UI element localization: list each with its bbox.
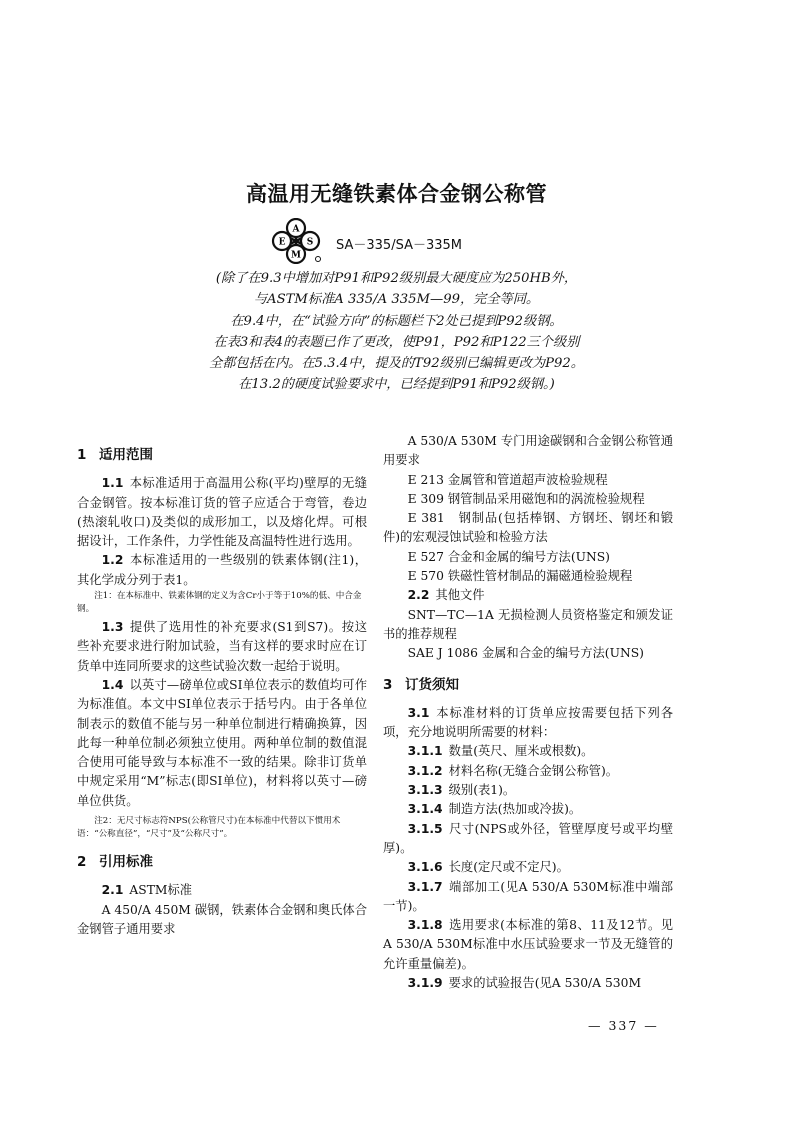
preamble-line: 在9.4中，在“试验方向”的标题栏下2处已提到P92级钢。: [230, 313, 563, 329]
clause-3-1: [383, 704, 673, 743]
clause-3-1-2: [383, 762, 673, 781]
note-1: 注1：在本标准中、铁素体钢的定义为含Cr小于等于10%的低、中合金钢。: [77, 591, 362, 615]
clause-1-2: [77, 551, 367, 590]
note-2: 注2：无尺寸标志符NPS(公称管尺寸)在本标准中代替以下惯用术语：“公称直径”，“尺寸”及“公称尺寸”。: [77, 816, 341, 840]
clause-number: 1.1: [101, 476, 124, 491]
clause-3-1-7: [383, 878, 673, 917]
clause-text: 其他文件: [435, 588, 485, 603]
clause-text: 本标准材料的订货单应按需要包括下列各项，充分地说明所需要的材料：: [383, 705, 673, 740]
clause-text: 端部加工(见A 530/A 530M标准中端部一节)。: [383, 879, 673, 913]
standard-designation: SA－335/SA－335M: [336, 238, 462, 253]
preamble-note: [120, 268, 673, 396]
preamble-line: 与ASTM标准A 335/A 335M—99，完全等同。: [253, 292, 540, 308]
section-number: 3: [383, 676, 393, 693]
right-column: [383, 434, 673, 993]
preamble-line: 全都包括在内。在5.3.4中，提及的T92级别已编辑更改为P92。: [209, 356, 584, 372]
reference-e309: E 309 钢管制品采用磁饱和的涡流检验规程: [407, 491, 645, 506]
clause-number: 1.4: [101, 677, 124, 692]
logo-letter-left: E: [278, 237, 286, 248]
clause-3-1-5: [383, 820, 673, 859]
clause-number: 3.1.3: [407, 783, 443, 798]
clause-text: 制造方法(热加或冷拔)。: [448, 802, 582, 817]
logo-letter-top: A: [292, 224, 300, 235]
clause-3-1-6: [383, 858, 673, 877]
asme-logo-icon: [268, 218, 324, 264]
reference-e527: E 527 合金和金属的编号方法(UNS): [407, 549, 610, 564]
clause-2-2: [383, 586, 673, 605]
clause-number: 1.2: [101, 553, 124, 568]
clause-number: 2.1: [101, 883, 124, 898]
section-heading-references: [77, 853, 367, 872]
clause-text: 尺寸(NPS或外径，管壁厚度号或平均壁厚)。: [383, 821, 673, 855]
clause-number: 2.2: [407, 588, 430, 603]
clause-3-1-8: [383, 916, 673, 974]
clause-text: 提供了选用性的补充要求(S1到S7)。按这些补充要求进行附加试验，当有这样的要求时应在订货单中连同所要求的这些试验次数一起给于说明。: [77, 620, 367, 673]
document-title: 高温用无缝铁素体合金钢公称管: [246, 182, 547, 206]
clause-text: 数量(英尺、厘米或根数)。: [448, 744, 594, 759]
clause-number: 3.1.6: [407, 860, 443, 875]
section-title: 适用范围: [99, 447, 153, 463]
clause-text: 选用要求(本标准的第8、11及12节。见A 530/A 530M标准中水压试验要求一节及无缝管的允许重量偏差)。: [383, 918, 673, 971]
clause-number: 3.1.4: [407, 802, 443, 817]
clause-3-1-3: [383, 781, 673, 800]
reference-e570: E 570 铁磁性管材制品的漏磁通检验规程: [407, 569, 633, 584]
clause-number: 3.1.7: [407, 879, 443, 894]
clause-text: 要求的试验报告(见A 530/A 530M: [448, 976, 642, 991]
preamble-line: (除了在9.3中增加对P91和P92级别最大硬度应为250HB外，: [215, 271, 578, 286]
clause-text: 材料名称(无缝合金钢公称管)。: [448, 763, 619, 778]
clause-1-1: [77, 474, 367, 551]
section-heading-ordering: [383, 676, 673, 695]
section-title: 订货须知: [405, 676, 459, 693]
reference-a450: A 450/A 450M 碳钢，铁素体合金钢和奥氏体合金钢管子通用要求: [77, 902, 367, 936]
clause-1-4: [77, 676, 367, 811]
logo-letter-right: S: [306, 237, 314, 248]
clause-text: 长度(定尺或不定尺)。: [448, 860, 569, 875]
clause-number: 3.1.5: [407, 821, 443, 836]
clause-1-3: [77, 618, 367, 676]
reference-a530: A 530/A 530M 专门用途碳钢和合金钢公称管通用要求: [383, 434, 673, 468]
clause-3-1-1: [383, 742, 673, 761]
left-column: [77, 440, 367, 939]
page-number: — 337 —: [588, 1018, 659, 1033]
section-number: 2: [77, 854, 87, 871]
preamble-line: 在表3和表4的表题已作了更改，使P91，P92和P122三个级别: [213, 334, 580, 350]
section-title: 引用标准: [99, 854, 153, 871]
clause-text: 本标准适用于高温用公称(平均)壁厚的无缝合金钢管。按本标准订货的管子应适合于弯管，卷边(热滚轧收口)及类似的成形加工，以及熔化焊。可根据设计，工作条件，力学性能及高温特性进行选用。: [77, 476, 367, 549]
clause-number: 3.1.1: [407, 744, 443, 759]
clause-number: 3.1.2: [407, 763, 443, 778]
clause-2-1: [77, 881, 367, 900]
reference-snt: SNT—TC—1A 无损检测人员资格鉴定和颁发证书的推荐规程: [383, 607, 673, 641]
clause-number: 3.1.8: [407, 918, 443, 933]
clause-text: 本标准适用的一些级别的铁素体钢(注1)，其化学成分列于表1。: [77, 553, 367, 587]
reference-e213: E 213 金属管和管道超声波检验规程: [407, 472, 608, 487]
logo-letter-bottom: M: [291, 250, 301, 261]
section-number: 1: [77, 447, 87, 463]
clause-text: 级别(表1)。: [448, 783, 516, 798]
preamble-line: 在13.2的硬度试验要求中，已经提到P91和P92级钢。): [238, 377, 555, 393]
reference-sae: SAE J 1086 金属和合金的编号方法(UNS): [407, 646, 644, 661]
clause-3-1-4: [383, 800, 673, 819]
clause-3-1-9: [383, 974, 673, 993]
clause-text: 以英寸—磅单位或SI单位表示的数值均可作为标准值。本文中SI单位表示于括号内。由于各单位制表示的数值不能与另一种单位制进行精确换算，因此每一种单位制必须独立使用。两种单位制的数值混合使用可能导致与本标准不一致的结果。除非订货单中规定采用“M”标志(即SI单位)，材料将以英寸—磅单位供货。: [77, 677, 367, 808]
clause-number: 3.1.9: [407, 976, 443, 991]
reference-e381: E 381 钢制品(包括棒钢、方钢坯、钢坯和锻件)的宏观浸蚀试验和检验方法: [383, 511, 673, 545]
section-heading-scope: [77, 446, 367, 465]
clause-text: ASTM标准: [129, 883, 193, 898]
clause-number: 1.3: [101, 620, 124, 635]
clause-number: 3.1: [407, 705, 430, 720]
